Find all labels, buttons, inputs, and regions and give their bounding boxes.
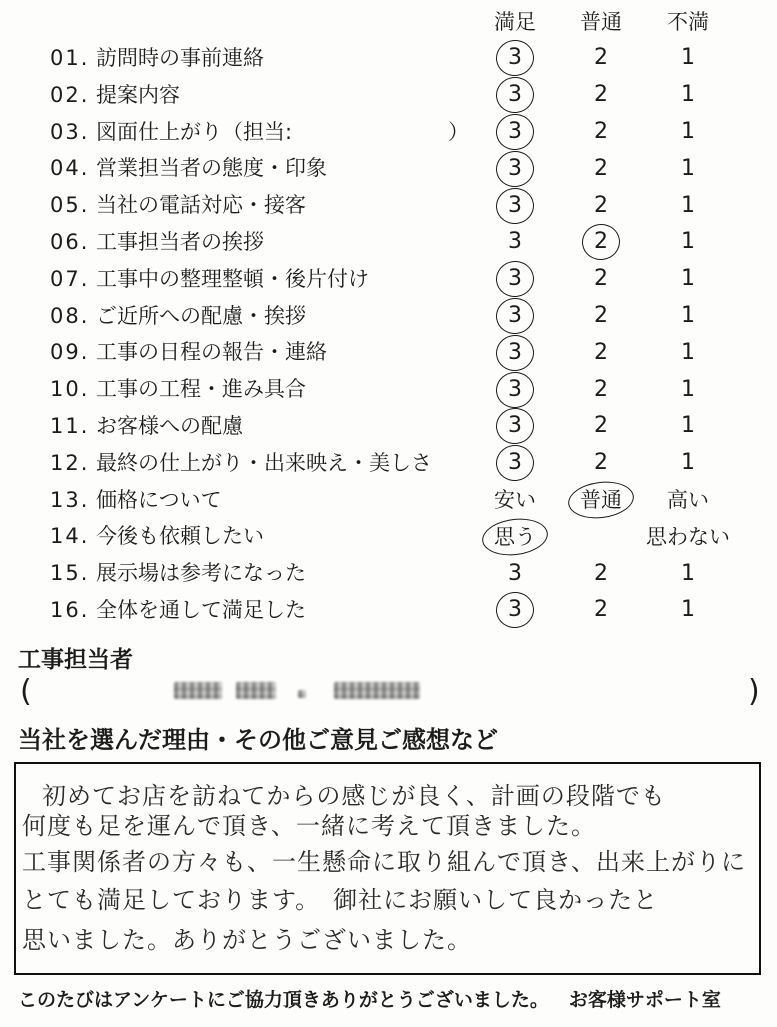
question-row bbox=[0, 187, 777, 224]
question-number: 05. bbox=[50, 193, 90, 218]
question-label: ご近所への配慮・挨拶 bbox=[96, 303, 306, 328]
redaction-block bbox=[174, 682, 222, 699]
rating-option bbox=[472, 371, 558, 408]
rating-value: 1 bbox=[681, 118, 695, 144]
question-number: 09. bbox=[50, 340, 90, 365]
rating-option bbox=[645, 334, 731, 371]
intent-option bbox=[558, 518, 644, 555]
staff-section-title: 工事担当者 bbox=[18, 647, 133, 673]
redaction-block bbox=[298, 690, 306, 698]
question-row bbox=[0, 298, 777, 335]
question-number: 12. bbox=[50, 450, 90, 475]
price-value: 高い bbox=[667, 487, 709, 512]
rating-value: 2 bbox=[594, 82, 608, 108]
footer bbox=[18, 986, 721, 1014]
handwritten-comment-line: とても満足しております。 御社にお願いして良かったと bbox=[22, 886, 659, 914]
rating-value: 1 bbox=[681, 376, 695, 402]
question-number: 04. bbox=[50, 156, 90, 181]
rating-value: 2 bbox=[594, 339, 608, 365]
rating-value: 1 bbox=[681, 339, 695, 365]
question-label: 展示場は参考になった bbox=[96, 561, 306, 586]
answer-circle bbox=[494, 75, 536, 115]
question-label: 工事担当者の挨拶 bbox=[96, 229, 264, 254]
question-number: 03. bbox=[50, 119, 90, 144]
question-label: 工事の日程の報告・連絡 bbox=[96, 340, 327, 365]
price-value: 安い bbox=[494, 487, 536, 512]
rating-option bbox=[645, 77, 731, 114]
rating-value: 3 bbox=[508, 597, 522, 623]
rating-value: 3 bbox=[508, 303, 522, 329]
rating-option bbox=[558, 298, 644, 335]
rating-value: 3 bbox=[508, 560, 522, 586]
rating-value: 1 bbox=[681, 560, 695, 586]
rating-option bbox=[558, 40, 644, 77]
answer-circle bbox=[494, 369, 536, 409]
question-label: 営業担当者の態度・印象 bbox=[96, 156, 327, 181]
rating-option bbox=[472, 77, 558, 114]
question-number: 10. bbox=[50, 377, 90, 402]
redaction-block bbox=[334, 682, 420, 699]
rating-option bbox=[645, 224, 731, 261]
rating-value: 1 bbox=[681, 155, 695, 181]
rating-option bbox=[558, 371, 644, 408]
rating-value: 3 bbox=[508, 340, 522, 366]
rating-value: 1 bbox=[681, 229, 695, 255]
question-row bbox=[0, 518, 777, 555]
rating-value: 2 bbox=[594, 597, 608, 623]
question-row bbox=[0, 261, 777, 298]
rating-option bbox=[558, 445, 644, 482]
question-label: 提案内容 bbox=[96, 82, 180, 107]
answer-circle bbox=[494, 149, 536, 189]
rating-option bbox=[645, 298, 731, 335]
assignee-close-paren: ） bbox=[448, 119, 469, 144]
question-row bbox=[0, 445, 777, 482]
staff-close-paren: ) bbox=[748, 674, 760, 709]
question-row bbox=[0, 150, 777, 187]
question-number: 13. bbox=[50, 487, 90, 512]
price-option bbox=[558, 482, 644, 519]
answer-circle bbox=[494, 443, 536, 483]
department-name: お客様サポート室 bbox=[568, 989, 721, 1011]
question-number: 02. bbox=[50, 82, 90, 107]
rating-value: 1 bbox=[681, 82, 695, 108]
question-number: 07. bbox=[50, 266, 90, 291]
rating-value: 3 bbox=[508, 193, 522, 219]
rating-option bbox=[558, 334, 644, 371]
answer-circle bbox=[494, 590, 536, 630]
rating-value: 2 bbox=[594, 229, 608, 255]
rating-value: 3 bbox=[508, 377, 522, 403]
rating-option bbox=[472, 408, 558, 445]
question-number: 11. bbox=[50, 413, 90, 438]
answer-circle bbox=[494, 185, 536, 225]
column-header-dissatisfied: 不満 bbox=[667, 10, 709, 34]
intent-option bbox=[472, 518, 558, 555]
price-option bbox=[645, 482, 731, 519]
question-row bbox=[0, 371, 777, 408]
rating-value: 1 bbox=[681, 266, 695, 292]
rating-value: 1 bbox=[681, 302, 695, 328]
redaction-block bbox=[236, 682, 276, 699]
handwritten-comment-line: 何度も足を運んで頂き、一緒に考えて頂きました。 bbox=[22, 812, 597, 840]
answer-circle bbox=[494, 112, 536, 152]
rating-option bbox=[645, 371, 731, 408]
rating-value: 3 bbox=[508, 45, 522, 71]
answer-circle bbox=[580, 222, 622, 262]
rating-option bbox=[558, 261, 644, 298]
rating-option bbox=[558, 555, 644, 592]
rating-value: 3 bbox=[508, 450, 522, 476]
question-number: 14. bbox=[50, 524, 90, 549]
question-number: 06. bbox=[50, 229, 90, 254]
rating-value: 3 bbox=[508, 82, 522, 108]
rating-option bbox=[558, 408, 644, 445]
question-label: お客様への配慮 bbox=[96, 413, 243, 438]
rating-value: 2 bbox=[594, 302, 608, 328]
rating-option bbox=[558, 77, 644, 114]
question-row bbox=[0, 334, 777, 371]
rating-option bbox=[472, 555, 558, 592]
question-number: 15. bbox=[50, 561, 90, 586]
question-row bbox=[0, 555, 777, 592]
rating-option bbox=[472, 334, 558, 371]
answer-circle bbox=[494, 406, 536, 446]
rating-option bbox=[558, 114, 644, 151]
staff-open-paren: ( bbox=[20, 674, 32, 709]
column-header-normal: 普通 bbox=[580, 10, 622, 34]
rating-option bbox=[472, 224, 558, 261]
rating-value: 2 bbox=[594, 376, 608, 402]
comments-heading: 当社を選んだ理由・その他ご意見ご感想など bbox=[18, 726, 498, 754]
rating-option bbox=[645, 555, 731, 592]
rating-value: 1 bbox=[681, 192, 695, 218]
question-row bbox=[0, 224, 777, 261]
handwritten-comment-line: 思いました。ありがとうございました。 bbox=[22, 926, 472, 954]
question-label: 図面仕上がり（担当: bbox=[96, 119, 293, 144]
rating-value: 1 bbox=[681, 450, 695, 476]
question-label: 価格について bbox=[96, 487, 222, 512]
price-option bbox=[472, 482, 558, 519]
rating-option bbox=[472, 40, 558, 77]
rating-value: 2 bbox=[594, 192, 608, 218]
rating-value: 1 bbox=[681, 413, 695, 439]
rating-value: 3 bbox=[508, 156, 522, 182]
intent-option bbox=[645, 518, 731, 555]
intent-value: 思わない bbox=[646, 524, 730, 549]
answer-circle bbox=[494, 38, 536, 78]
question-label: 工事中の整理整頓・後片付け bbox=[96, 266, 369, 291]
rating-value: 3 bbox=[508, 229, 522, 255]
question-label: 当社の電話対応・接客 bbox=[96, 193, 306, 218]
column-header-satisfied: 満足 bbox=[494, 10, 536, 34]
rating-option bbox=[472, 150, 558, 187]
rating-value: 2 bbox=[594, 118, 608, 144]
rating-option bbox=[472, 187, 558, 224]
rating-option bbox=[472, 445, 558, 482]
rating-option bbox=[645, 445, 731, 482]
rating-value: 2 bbox=[594, 560, 608, 586]
rating-option bbox=[645, 408, 731, 445]
rating-option bbox=[472, 114, 558, 151]
answer-circle bbox=[494, 259, 536, 299]
rating-value: 2 bbox=[594, 45, 608, 71]
comments-box bbox=[14, 762, 761, 975]
answer-circle bbox=[494, 296, 536, 336]
rating-value: 3 bbox=[508, 119, 522, 145]
question-number: 08. bbox=[50, 303, 90, 328]
question-row bbox=[0, 408, 777, 445]
question-label: 最終の仕上がり・出来映え・美しさ bbox=[96, 450, 432, 475]
rating-option bbox=[558, 224, 644, 261]
survey-questions bbox=[0, 40, 777, 629]
rating-option bbox=[558, 187, 644, 224]
rating-value: 1 bbox=[681, 45, 695, 71]
rating-value: 2 bbox=[594, 413, 608, 439]
rating-option bbox=[645, 40, 731, 77]
rating-option bbox=[645, 150, 731, 187]
question-label: 工事の工程・進み具合 bbox=[96, 377, 306, 402]
rating-option bbox=[645, 261, 731, 298]
question-label: 全体を通して満足した bbox=[96, 597, 306, 622]
answer-circle bbox=[566, 478, 636, 522]
intent-value: 思う bbox=[494, 524, 536, 550]
question-label: 今後も依頼したい bbox=[96, 524, 264, 549]
rating-value: 1 bbox=[681, 597, 695, 623]
question-row bbox=[0, 482, 777, 519]
question-row bbox=[0, 592, 777, 629]
rating-option bbox=[645, 114, 731, 151]
question-row bbox=[0, 77, 777, 114]
rating-option bbox=[558, 592, 644, 629]
question-number: 16. bbox=[50, 597, 90, 622]
rating-option bbox=[645, 592, 731, 629]
answer-circle bbox=[494, 333, 536, 373]
question-label: 訪問時の事前連絡 bbox=[96, 46, 264, 70]
rating-option bbox=[558, 150, 644, 187]
rating-option bbox=[472, 298, 558, 335]
handwritten-comment-line: 初めてお店を訪ねてからの感じが良く、計画の段階でも bbox=[42, 782, 666, 810]
question-number: 01. bbox=[50, 46, 90, 70]
thanks-message: このたびはアンケートにご協力頂きありがとうございました。 bbox=[18, 989, 549, 1011]
rating-value: 2 bbox=[594, 155, 608, 181]
question-row bbox=[0, 114, 777, 151]
rating-value: 3 bbox=[508, 266, 522, 292]
rating-option bbox=[645, 187, 731, 224]
answer-circle bbox=[480, 515, 550, 559]
rating-value: 3 bbox=[508, 413, 522, 439]
redacted-staff-name bbox=[172, 680, 424, 702]
rating-option bbox=[472, 261, 558, 298]
rating-value: 2 bbox=[594, 266, 608, 292]
question-row bbox=[0, 40, 777, 77]
rating-option bbox=[472, 592, 558, 629]
price-value: 普通 bbox=[580, 487, 622, 513]
handwritten-comment-line: 工事関係者の方々も、一生懸命に取り組んで頂き、出来上がりに bbox=[22, 848, 747, 876]
rating-value: 2 bbox=[594, 450, 608, 476]
